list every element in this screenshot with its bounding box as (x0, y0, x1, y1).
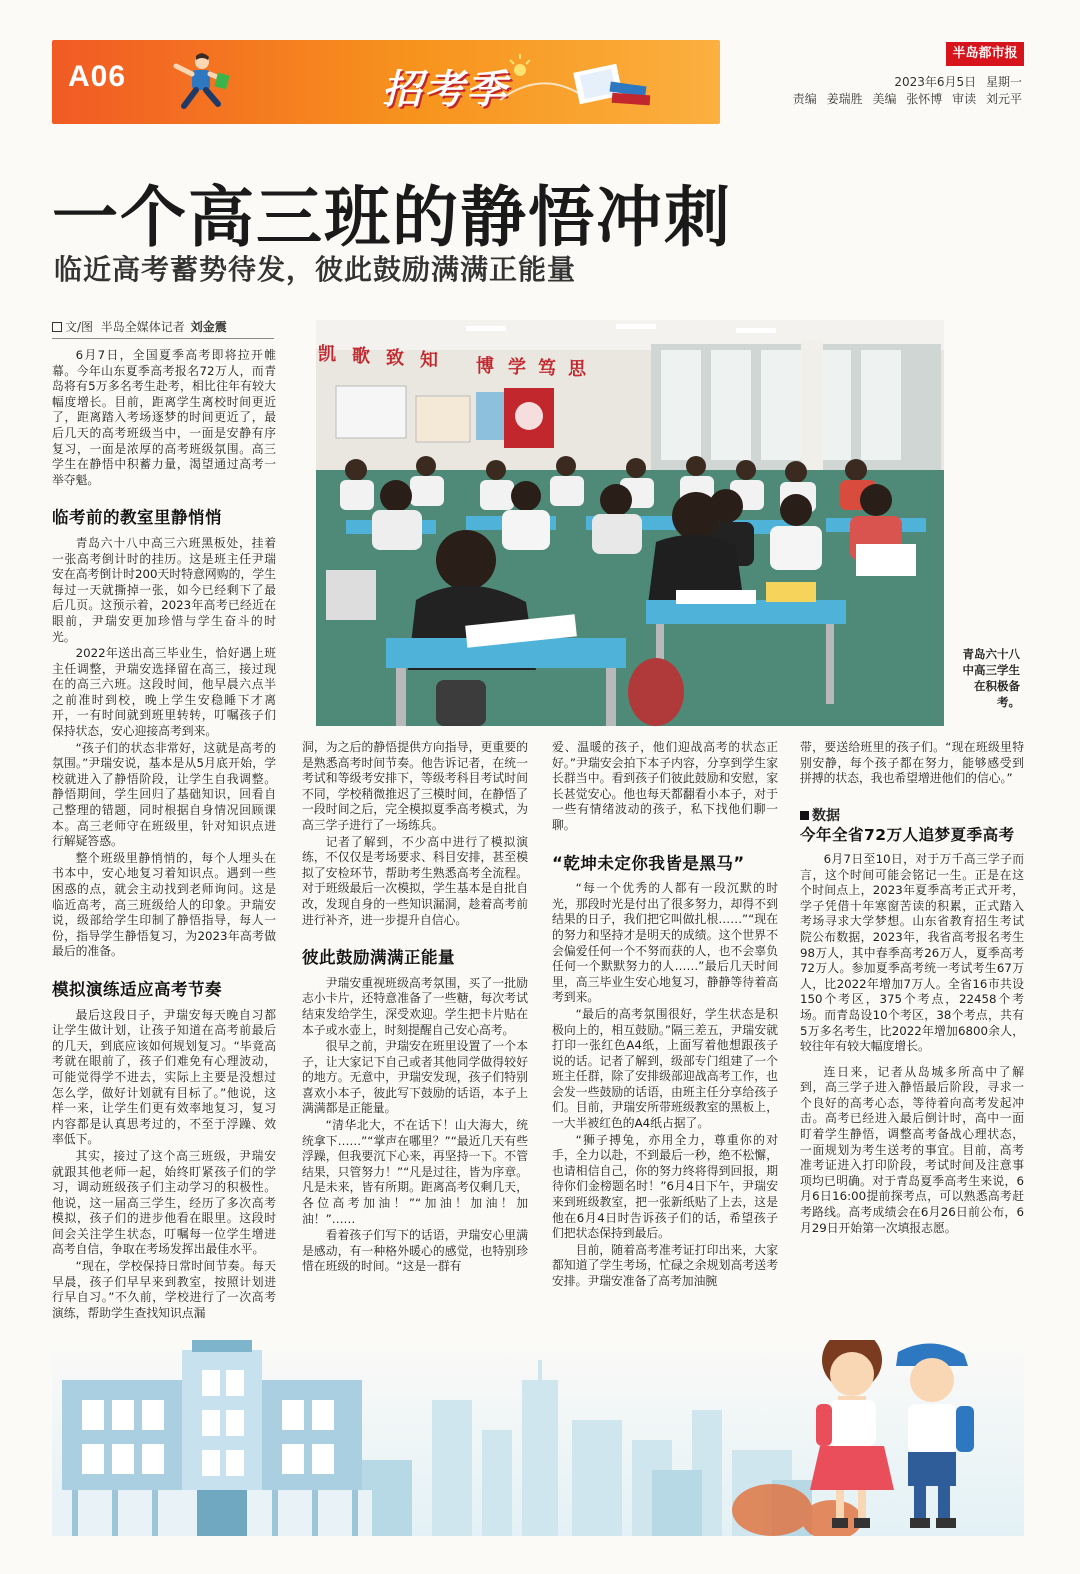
paragraph: “清华北大，不在话下！山大海大，统统拿下……”“掌声在哪里？”“最近几天有些浮躁，但我要沉下心来，再坚持一下。不管结果，只管努力！”“凡是过往，皆为序章。凡是未来，皆有所期。距离高考仅剩几天，各位高考加油！”“加油！加油！加油！”…… (302, 1118, 528, 1226)
article-column-1 (52, 348, 276, 1322)
paragraph: 6月7日至10日，对于万千高三学子而言，这个时间可能会铭记一生。正是在这个时间点上，2023年夏季高考正式开考，学子凭借十年寒窗苦读的积累，正式踏入考场寻求大学梦想。山东省教育招生考试院公布数据，2023年，我省高考报名考生98万人，其中春季高考26万人，夏季高考72万人。参加夏季高考统一考试考生67万人，比2022年增加7万人。全省16市共设150个考区，375个考点，22458个考场。而青岛设10个考区，38个考点，共有5万多名考生，比2022年增加6800余人，较往年有较大幅度增长。 (800, 851, 1024, 1054)
classroom-photo-illustration (316, 320, 944, 726)
section-heading: “乾坤未定你我皆是黑马” (552, 853, 745, 873)
paragraph: 洞，为之后的静悟提供方向指导，更重要的是熟悉高考时间节奏。他告诉记者，在统一考试和等级考安排下，等级考科目考试时间不同，学校稍微推迟了三模时间，在静悟了一段时间之后，完全模拟夏季高考模式，为高三学子进行了一场练兵。 (302, 740, 528, 832)
slogan-char: 笃 (538, 358, 556, 379)
headline: 一个高三班的静悟冲刺 (52, 179, 732, 256)
paragraph: 整个班级里静悄悄的，每个人埋头在书本中，安心地复习着知识点。遇到一些困惑的点，就会主动找到老师询问。这是临近高考，高三班级给人的印象。尹瑞安说，级部给学生印制了静悟指导，每人一份，指导学生静悟复习，为2023年高考做最后的准备。 (52, 850, 276, 959)
article-column-4 (800, 740, 1024, 1237)
article-column-2 (302, 740, 528, 1276)
paragraph: 连日来，记者从岛城多所高中了解到，高三学子进入静悟最后阶段，寻求一个良好的高考心态，等待着向高考发起冲击。高考已经进入最后倒计时，高中一面盯着学生静悟，调整高考备战心理状态，一面规划为考生送考的事宜。目前，高考准考证进入打印阶段，考试时间及注意事项均已明确。对于青岛夏季高考生来说，6月6日16:00提前探考点，可以熟悉高考赶考路线。高考成绩会在6月26日前公布，6月29日开始第一次填报志愿。 (800, 1064, 1024, 1235)
byline (52, 318, 274, 339)
slogan-char: 歌 (352, 346, 370, 367)
slogan-char: 知 (420, 350, 438, 371)
proofreader-name: 刘元平 (985, 92, 1022, 106)
lead-paragraph: 6月7日，全国夏季高考即将拉开帷幕。今年山东夏季高考报名72万人，而青岛将有5万多名考生赴考，相比往年有较大幅度增长。目前，距离学生离校时间更近了，距离踏入考场逐梦的时间更近了，最后几天的高考班级当中，一面是安静有序复习，一面是浓厚的高考班级氛围。高三学生在静悟中积蓄力量，渴望通过高考一举夺魁。 (52, 348, 276, 487)
dateline (787, 74, 1022, 108)
paragraph: “最后的高考氛围很好，学生状态是积极向上的，相互鼓励。”隔三差五，尹瑞安就打印一张红色A4纸，上面写着他想跟孩子说的话。记者了解到，级部专门组建了一个班主任群，除了安排级部迎战高考工作，也会发一些鼓励的话语，由班主任分享给孩子们。目前，尹瑞安所带班级教室的黑板上，一大半被红色的A4纸占据了。 (552, 1006, 778, 1131)
section-heading: 彼此鼓励满满正能量 (302, 948, 455, 968)
classroom-photo (316, 320, 944, 726)
books-decoration (480, 50, 660, 116)
issue-weekday: 星期一 (985, 75, 1022, 89)
column-name: 招考季 (382, 67, 508, 113)
paragraph: “现在，学校保持日常时间节奏。每天早晨，孩子们早早来到教室，按照计划进行早自习。”不久前，学校进行了一次高考演练，帮助学生查找知识点漏 (52, 1259, 276, 1320)
slogan-char: 凯 (318, 344, 336, 365)
photo-caption: 青岛六十八中高三学生在积极备考。 (962, 647, 1020, 709)
paragraph: “狮子搏兔，亦用全力，尊重你的对手，全力以赴，不到最后一秒，绝不松懈，也请相信自己，你的努力终将得到回报，期待你们金榜题名时！”6月4日下午，尹瑞安来到班级教室，把一张新纸贴了上去，这是他在6月4日时告诉孩子们的话，希望孩子们把状态保持到最后。 (552, 1132, 778, 1241)
editor-name: 姜瑞胜 (826, 92, 863, 106)
paragraph: 目前，随着高考准考证打印出来，大家都知道了学生考场，忙碌之余规划高考送考安排。尹瑞安准备了高考加油腕 (552, 1242, 778, 1288)
data-tag-label: 数据 (812, 807, 840, 824)
paragraph: 爱、温暖的孩子，他们迎战高考的状态正好。”尹瑞安会拍下本子内容，分享到学生家长群当中。看到孩子们彼此鼓励和安慰，家长甚觉安心。他也每天都翻看小本子，对于一些有情绪波动的孩子，私下找他们聊一聊。 (552, 740, 778, 832)
paragraph: 看着孩子们写下的话语，尹瑞安心里满是感动，有一种格外暖心的感觉，也特别珍惜在班级的时间。“这是一群有 (302, 1228, 528, 1274)
section-banner (52, 40, 720, 124)
byline-prefix: 文/图 (65, 320, 94, 334)
paragraph: 青岛六十八中高三六班黑板处，挂着一张高考倒计时的挂历。这是班主任尹瑞安在高考倒计时200天时特意网购的，学生每过一天就撕掉一张，如今已经剩下了最后几页。这预示着，2023年高考已经近在眼前，尹瑞安更加珍惜与学生奋斗的时光。 (52, 535, 276, 644)
subheadline: 临近高考蓄势待发，彼此鼓励满满正能量 (54, 253, 577, 286)
paragraph: 最后这段日子，尹瑞安每天晚自习都让学生做计划，让孩子知道在高考前最后的几天，到底应该如何规划复习。“毕竟高考就在眼前了，孩子们难免有心理波动，可能觉得学不进去，实际上主要是没想过怎么学，做好计划就有目标了。”他说，这样一来，让学生们更有效率地复习，复习内容都是认真思考过的，不至于浮躁、效率低下。 (52, 1007, 276, 1147)
paragraph: “孩子们的状态非常好，这就是高考的氛围。”尹瑞安说，基本是从5月底开始，学校就进入了静悟阶段，让学生自我调整。静悟期间，学生回归了基础知识，回看自己整理的错题，同时根据自身情况回顾课本。高三老师守在班级里，针对知识点进行解疑答惑。 (52, 740, 276, 849)
section-heading: 模拟演练适应高考节奏 (52, 979, 222, 999)
byline-author: 刘金震 (190, 320, 227, 334)
square-bullet-icon (800, 811, 809, 820)
slogan-char: 思 (568, 359, 586, 380)
article-column-3 (552, 740, 778, 1291)
school-skyline-illustration (52, 1340, 1024, 1536)
section-heading: 临考前的教室里静悄悄 (52, 508, 222, 528)
issue-date: 2023年6月5日 (894, 75, 977, 89)
paragraph: 2022年送出高三毕业生，恰好遇上班主任调整，尹瑞安选择留在高三，接过现在的高三六班。这段时间，他早晨六点半之前准时到校，晚上学生安稳睡下才离开，一有时间就到班里转转，叮嘱孩子们保持状态，安心迎接高考到来。 (52, 646, 276, 739)
slogan-char: 致 (386, 348, 404, 369)
proofreader-label: 审读 (952, 92, 977, 106)
designer-label: 美编 (872, 92, 897, 106)
paragraph: 带，要送给班里的孩子们。“现在班级里特别安静，每个孩子都在努力，能够感受到拼搏的状态，我也希望增进他们的信心。” (800, 740, 1024, 786)
school-and-students-graphic (52, 1340, 1024, 1536)
slogan-char: 学 (508, 357, 526, 378)
byline-org: 半岛全媒体记者 (100, 320, 185, 334)
byline-box-icon (52, 322, 62, 332)
running-student-illustration (162, 50, 232, 116)
page-number: A06 (68, 60, 127, 93)
paragraph: 很早之前，尹瑞安在班里设置了一个本子，让大家记下自己或者其他同学做得较好的地方。无意中，尹瑞安发现，孩子们特别喜欢小本子，彼此写下鼓励的话语，本子上满满都是正能量。 (302, 1039, 528, 1116)
data-box-tag (800, 809, 1024, 825)
designer-name: 张怀博 (906, 92, 943, 106)
paragraph: 尹瑞安重视班级高考氛围，买了一批励志小卡片，还特意准备了一些糖，每次考试结束发给学生，深受欢迎。学生把卡片贴在本子或水壶上，时刻提醒自己安心高考。 (302, 975, 528, 1037)
data-box-title: 今年全省72万人追梦夏季高考 (800, 826, 1015, 845)
newspaper-masthead: 半岛都市报 (946, 42, 1024, 66)
paragraph: 记者了解到，不少高中进行了模拟演练，不仅仅是考场要求、科目安排，甚至模拟了安检环节，帮助考生熟悉高考全流程。对于班级最后一次模拟，学生基本是自批自改，发现自身的一些知识漏洞，趁着高考前进行补齐，进一步提升自信心。 (302, 834, 528, 927)
slogan-char: 博 (476, 356, 494, 377)
editor-label: 责编 (792, 92, 817, 106)
paragraph: 其实，接过了这个高三班级，尹瑞安就跟其他老师一起，始终盯紧孩子们的学习，调动班级孩子们主动学习的积极性。他说，这一届高三学生，经历了多次高考模拟，孩子们的进步他看在眼里。这段时间会关注学生状态，叮嘱每一位学生增进高考自信，争取在考场发挥出最佳水平。 (52, 1148, 276, 1257)
paragraph: “每一个优秀的人都有一段沉默的时光，那段时光是付出了很多努力，却得不到结果的日子，我们把它叫做扎根……”“现在的努力和坚持才是明天的成绩。这个世界不会偏爱任何一个不努而获的人，也不会辜负任何一个默默努力的人……”最后几天时间里，高三毕业生安心地复习，静静等待着高考到来。 (552, 881, 778, 1005)
